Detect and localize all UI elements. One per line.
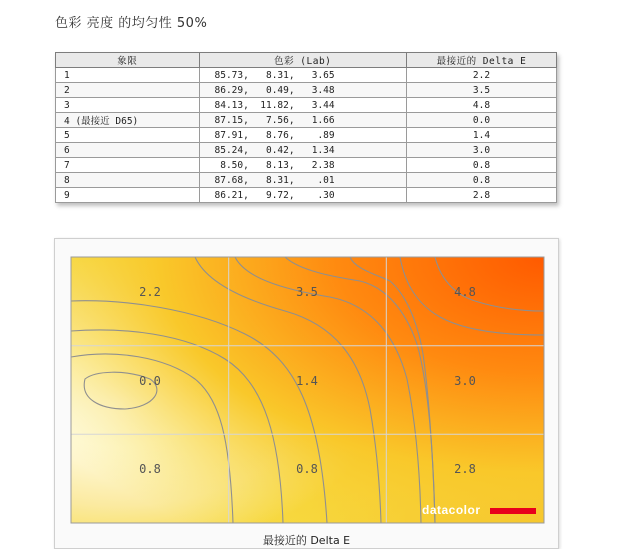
quadrant-cell: 2 bbox=[56, 83, 200, 98]
table-header-row bbox=[56, 53, 557, 68]
table-row bbox=[56, 83, 557, 98]
delta-e-cell: 2.8 bbox=[406, 188, 556, 203]
datacolor-logo: datacolor bbox=[422, 503, 481, 517]
lab-cell: 86.21, 9.72, .30 bbox=[199, 188, 406, 203]
delta-e-cell: 0.0 bbox=[406, 113, 556, 128]
uniformity-heatmap-panel bbox=[54, 238, 559, 549]
quadrant-cell: 8 bbox=[56, 173, 200, 188]
lab-cell: 85.24, 0.42, 1.34 bbox=[199, 143, 406, 158]
chart-caption: 最接近的 Delta E bbox=[262, 534, 351, 547]
table-row bbox=[56, 173, 557, 188]
cell-label-7: 0.8 bbox=[139, 462, 161, 476]
cell-label-6: 3.0 bbox=[454, 374, 476, 388]
table-row bbox=[56, 68, 557, 83]
table-row bbox=[56, 188, 557, 203]
delta-e-cell: 0.8 bbox=[406, 173, 556, 188]
cell-label-8: 0.8 bbox=[296, 462, 318, 476]
delta-e-cell: 3.5 bbox=[406, 83, 556, 98]
lab-cell: 86.29, 0.49, 3.48 bbox=[199, 83, 406, 98]
datacolor-logo-bar bbox=[490, 508, 536, 514]
lab-cell: 87.68, 8.31, .01 bbox=[199, 173, 406, 188]
lab-table-container bbox=[55, 52, 557, 203]
quadrant-cell: 9 bbox=[56, 188, 200, 203]
page-title: 色彩 亮度 的均匀性 50% bbox=[55, 16, 208, 31]
cell-label-5: 1.4 bbox=[296, 374, 318, 388]
quadrant-cell: 7 bbox=[56, 158, 200, 173]
table-row bbox=[56, 158, 557, 173]
cell-label-4: 0.0 bbox=[139, 374, 161, 388]
table-row bbox=[56, 98, 557, 113]
quadrant-cell: 6 bbox=[56, 143, 200, 158]
lab-cell: 85.73, 8.31, 3.65 bbox=[199, 68, 406, 83]
cell-label-1: 2.2 bbox=[139, 285, 161, 299]
delta-e-cell: 3.0 bbox=[406, 143, 556, 158]
table-row bbox=[56, 143, 557, 158]
lab-cell: 8.50, 8.13, 2.38 bbox=[199, 158, 406, 173]
delta-e-cell: 1.4 bbox=[406, 128, 556, 143]
table-row bbox=[56, 128, 557, 143]
quadrant-cell: 5 bbox=[56, 128, 200, 143]
lab-cell: 87.15, 7.56, 1.66 bbox=[199, 113, 406, 128]
header-lab: 色彩 (Lab) bbox=[199, 53, 406, 68]
quadrant-cell: 3 bbox=[56, 98, 200, 113]
header-quadrant: 象限 bbox=[56, 53, 200, 68]
delta-e-cell: 2.2 bbox=[406, 68, 556, 83]
cell-label-9: 2.8 bbox=[454, 462, 476, 476]
cell-label-3: 4.8 bbox=[454, 285, 476, 299]
quadrant-cell: 1 bbox=[56, 68, 200, 83]
uniformity-heatmap bbox=[55, 239, 558, 548]
header-delta-e: 最接近的 Delta E bbox=[406, 53, 556, 68]
cell-label-2: 3.5 bbox=[296, 285, 318, 299]
lab-table bbox=[55, 52, 557, 203]
lab-cell: 87.91, 8.76, .89 bbox=[199, 128, 406, 143]
delta-e-cell: 0.8 bbox=[406, 158, 556, 173]
lab-cell: 84.13, 11.82, 3.44 bbox=[199, 98, 406, 113]
quadrant-cell: 4 (最接近 D65) bbox=[56, 113, 200, 128]
delta-e-cell: 4.8 bbox=[406, 98, 556, 113]
table-row bbox=[56, 113, 557, 128]
